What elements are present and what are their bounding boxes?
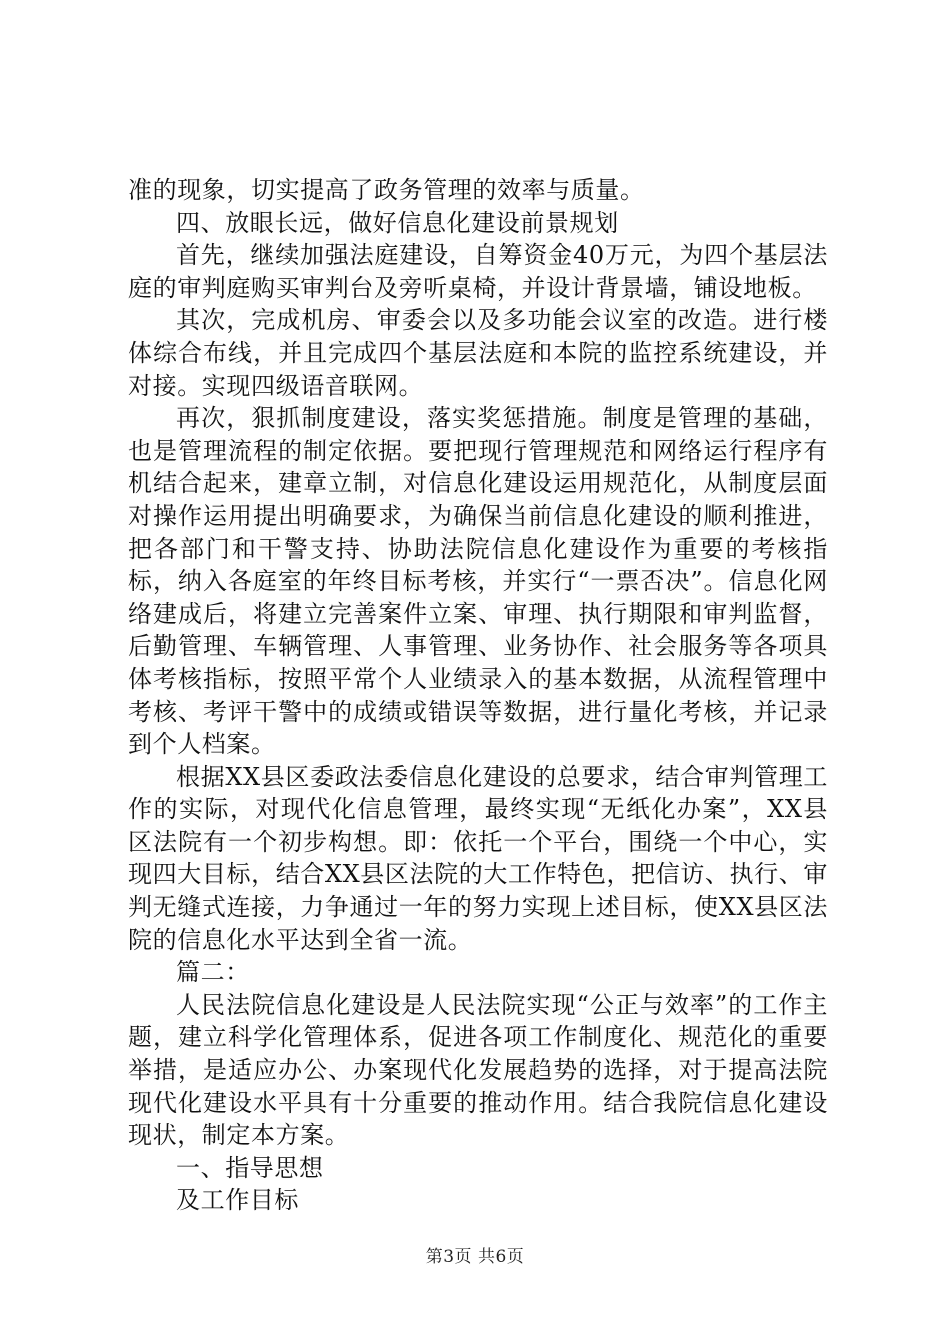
paragraph-first: 首先，继续加强法庭建设，自筹资金40万元，为四个基层法庭的审判庭购买审判台及旁听桌椅，并设计背景墙，铺设地板。 — [128, 241, 828, 302]
paragraph-second: 其次，完成机房、审委会以及多功能会议室的改造。进行楼体综合布线，并且完成四个基层法庭和本院的监控系统建设，并对接。实现四级语音联网。 — [128, 306, 828, 400]
paragraph-third: 再次，狠抓制度建设，落实奖惩措施。制度是管理的基础，也是管理流程的制定依据。要把现行管理规范和网络运行程序有机结合起来，建章立制，对信息化建设运用规范化，从制度层面对操作运用提出明确要求，为确保当前信息化建设的顺利推进，把各部门和干警支持、协助法院信息化建设作为重要的考核指标，纳入各庭室的年终目标考核，并实行“一票否决”。信息化网络建成后，将建立完善案件立案、审理、执行期限和审判监督，后勤管理、车辆管理、人事管理、业务协作、社会服务等各项具体考核指标，按照平常个人业绩录入的基本数据，从流程管理中考核、考评干警中的成绩或错误等数据，进行量化考核，并记录到个人档案。 — [128, 404, 828, 759]
section-heading-four: 四、放眼长远，做好信息化建设前景规划 — [176, 208, 619, 237]
paragraph-continuation: 准的现象，切实提高了政务管理的效率与质量。 — [128, 176, 645, 204]
section-label-part-two: 篇二： — [176, 958, 250, 987]
section-heading-one-cont: 及工作目标 — [176, 1186, 299, 1215]
paragraph-intro-part-two: 人民法院信息化建设是人民法院实现“公正与效率”的工作主题，建立科学化管理体系，促进各项工作制度化、规范化的重要举措，是适应办公、办案现代化发展趋势的选择，对于提高法院现代化建设水平具有十分重要的推动作用。结合我院信息化建设现状，制定本方案。 — [128, 990, 828, 1150]
section-heading-one: 一、指导思想 — [176, 1153, 324, 1182]
paragraph-plan: 根据XX县区委政法委信息化建设的总要求，结合审判管理工作的实际，对现代化信息管理，最终实现“无纸化办案”，XX县区法院有一个初步构想。即：依托一个平台，围绕一个中心，实现四大目标，结合XX县区法院的大工作特色，把信访、执行、审判无缝式连接，力争通过一年的努力实现上述目标，使XX县区法院的信息化水平达到全省一流。 — [128, 762, 828, 954]
document-body — [128, 174, 828, 1217]
page-number-footer: 第3页 共6页 — [425, 1247, 525, 1267]
